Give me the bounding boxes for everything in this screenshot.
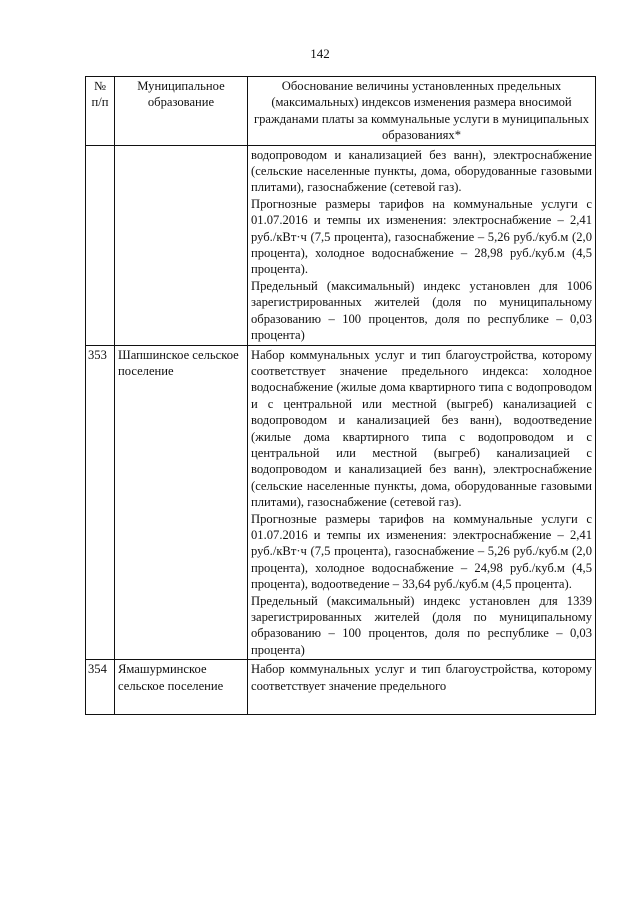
paragraph: водопроводом и канализацией без ванн), электроснабжение (сельские населенные пункты, дома, оборудованные газовыми плитами), газоснабжение (сетевой газ). xyxy=(251,147,592,195)
table-header-row xyxy=(86,77,596,146)
table-row xyxy=(86,345,596,660)
indices-table xyxy=(85,76,596,715)
header-num: № п/п xyxy=(86,77,115,146)
row-municipality: Ямашурминское сельское поселение xyxy=(115,660,248,715)
paragraph: Набор коммунальных услуг и тип благоустройства, которому соответствует значение предельного индекса: холодное водоснабжение (жилые дома квартирного типа с водопроводом и с центральной или местной (выгреб) канализацией с водопроводом и канализацией без ванн), водоотведение (жилые дома квартирного типа с водопроводом и с центральной или местной (выгреб) канализацией с водопроводом и канализацией без ванн), электроснабжение (сельские населенные пункты, дома, оборудованные газовыми плитами), газоснабжение (сетевой газ). xyxy=(251,347,592,510)
header-justification: Обоснование величины установленных предельных (максимальных) индексов изменения размера вносимой гражданами платы за коммунальные услуги в муниципальных образованиях* xyxy=(248,77,596,146)
paragraph: Прогнозные размеры тарифов на коммунальные услуги с 01.07.2016 и темпы их изменения: электроснабжение – 2,41 руб./кВт·ч (7,5 процента), газоснабжение – 5,26 руб./куб.м (2,0 процента), холодное водоснабжение – 24,98 руб./куб.м (4,5 процента), водоотведение – 33,64 руб./куб.м (4,5 процента). xyxy=(251,511,592,592)
header-municipality: Муниципальное образование xyxy=(115,77,248,146)
paragraph: Предельный (максимальный) индекс установлен для 1006 зарегистрированных жителей (доля по муниципальному образованию – 100 процентов, доля по республике – 0,03 процента) xyxy=(251,278,592,343)
table-row xyxy=(86,660,596,715)
paragraph: Предельный (максимальный) индекс установлен для 1339 зарегистрированных жителей (доля по муниципальному образованию – 100 процентов, доля по республике – 0,03 процента) xyxy=(251,593,592,657)
row-justification xyxy=(248,145,596,345)
paragraph: Набор коммунальных услуг и тип благоустройства, которому соответствует значение предельного xyxy=(251,662,592,693)
table-row xyxy=(86,145,596,345)
row-justification xyxy=(248,345,596,660)
row-num xyxy=(86,145,115,345)
paragraph: Прогнозные размеры тарифов на коммунальные услуги с 01.07.2016 и темпы их изменения: электроснабжение – 2,41 руб./кВт·ч (7,5 процента), газоснабжение – 5,26 руб./куб.м (2,0 процента), холодное водоснабжение – 28,98 руб./куб.м (4,5 процента). xyxy=(251,196,592,277)
row-municipality: Шапшинское сельское поселение xyxy=(115,345,248,660)
row-num: 354 xyxy=(86,660,115,715)
row-num: 353 xyxy=(86,345,115,660)
row-municipality xyxy=(115,145,248,345)
page-number: 142 xyxy=(310,46,330,61)
row-justification xyxy=(248,660,596,715)
